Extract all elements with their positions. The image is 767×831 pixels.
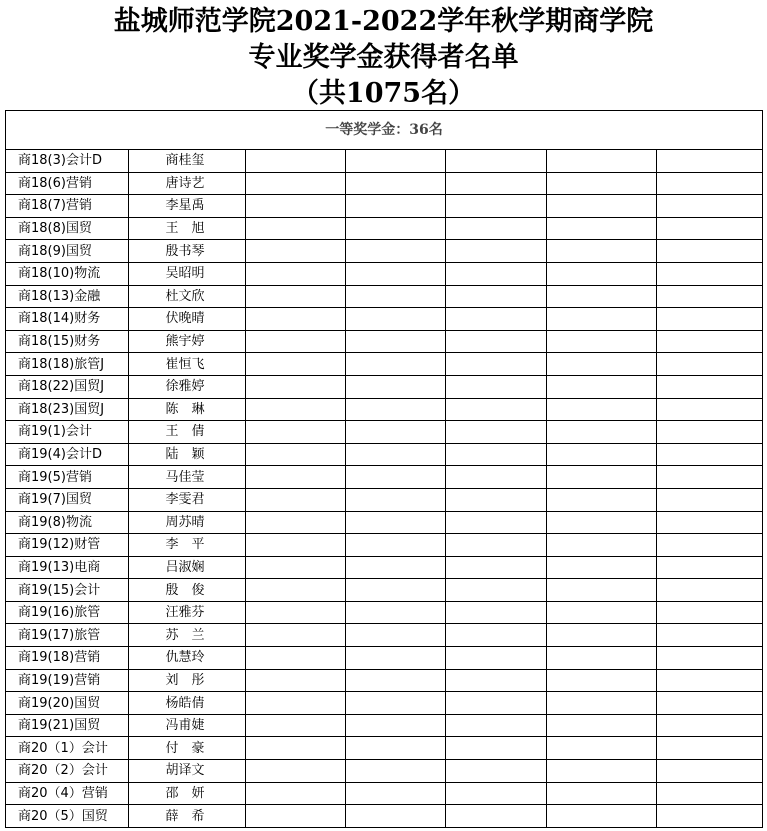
empty-cell (346, 195, 446, 218)
empty-cell (547, 511, 657, 534)
name-cell: 刘 彤 (129, 669, 246, 692)
empty-cell (657, 669, 763, 692)
empty-cell (547, 262, 657, 285)
empty-cell (657, 692, 763, 715)
empty-cell (547, 466, 657, 489)
name-cell: 伏晚晴 (129, 308, 246, 331)
class-cell: 商18(13)金融 (6, 285, 129, 308)
empty-cell (346, 601, 446, 624)
name-cell: 李雯君 (129, 488, 246, 511)
class-cell: 商20（4）营销 (6, 782, 129, 805)
class-cell: 商18(8)国贸 (6, 217, 129, 240)
section-title: 一等奖学金：36名 (6, 111, 763, 150)
empty-cell (246, 760, 346, 783)
empty-cell (657, 488, 763, 511)
table-row (6, 714, 763, 737)
empty-cell (547, 398, 657, 421)
empty-cell (446, 714, 547, 737)
empty-cell (657, 443, 763, 466)
empty-cell (547, 647, 657, 670)
class-cell: 商20（2）会计 (6, 760, 129, 783)
empty-cell (657, 217, 763, 240)
empty-cell (446, 466, 547, 489)
empty-cell (246, 692, 346, 715)
empty-cell (346, 150, 446, 173)
empty-cell (246, 421, 346, 444)
name-cell: 殷 俊 (129, 579, 246, 602)
empty-cell (547, 421, 657, 444)
table-row (6, 647, 763, 670)
empty-cell (346, 172, 446, 195)
empty-cell (346, 330, 446, 353)
name-cell: 陆 颖 (129, 443, 246, 466)
empty-cell (657, 375, 763, 398)
empty-cell (446, 692, 547, 715)
class-cell: 商19(18)营销 (6, 647, 129, 670)
empty-cell (446, 172, 547, 195)
empty-cell (657, 714, 763, 737)
table-row (6, 330, 763, 353)
name-cell: 邵 妍 (129, 782, 246, 805)
name-cell: 李 平 (129, 534, 246, 557)
empty-cell (547, 488, 657, 511)
empty-cell (346, 240, 446, 263)
empty-cell (657, 308, 763, 331)
empty-cell (547, 534, 657, 557)
empty-cell (657, 398, 763, 421)
class-cell: 商18(10)物流 (6, 262, 129, 285)
award-table (5, 110, 763, 828)
empty-cell (547, 782, 657, 805)
table-row (6, 466, 763, 489)
table-row (6, 217, 763, 240)
empty-cell (547, 737, 657, 760)
name-cell: 殷书琴 (129, 240, 246, 263)
empty-cell (446, 285, 547, 308)
empty-cell (246, 285, 346, 308)
empty-cell (547, 353, 657, 376)
empty-cell (346, 511, 446, 534)
name-cell: 胡译文 (129, 760, 246, 783)
name-cell: 薛 希 (129, 805, 246, 828)
name-cell: 吕淑娴 (129, 556, 246, 579)
class-cell: 商19(20)国贸 (6, 692, 129, 715)
empty-cell (446, 375, 547, 398)
empty-cell (246, 217, 346, 240)
empty-cell (446, 511, 547, 534)
empty-cell (547, 308, 657, 331)
table-row (6, 375, 763, 398)
empty-cell (657, 150, 763, 173)
empty-cell (657, 534, 763, 557)
empty-cell (446, 240, 547, 263)
empty-cell (657, 511, 763, 534)
class-cell: 商18(3)会计D (6, 150, 129, 173)
empty-cell (446, 398, 547, 421)
empty-cell (446, 443, 547, 466)
class-cell: 商19(16)旅管 (6, 601, 129, 624)
table-row (6, 669, 763, 692)
empty-cell (246, 172, 346, 195)
class-cell: 商18(6)营销 (6, 172, 129, 195)
empty-cell (657, 330, 763, 353)
table-row (6, 692, 763, 715)
empty-cell (346, 353, 446, 376)
class-cell: 商19(21)国贸 (6, 714, 129, 737)
name-cell: 吴昭明 (129, 262, 246, 285)
empty-cell (346, 466, 446, 489)
section-header-row (6, 111, 763, 150)
empty-cell (547, 150, 657, 173)
name-cell: 陈 琳 (129, 398, 246, 421)
name-cell: 王 旭 (129, 217, 246, 240)
empty-cell (446, 308, 547, 331)
empty-cell (446, 556, 547, 579)
class-cell: 商18(14)财务 (6, 308, 129, 331)
class-cell: 商19(5)营销 (6, 466, 129, 489)
empty-cell (547, 805, 657, 828)
empty-cell (246, 150, 346, 173)
empty-cell (547, 375, 657, 398)
table-row (6, 556, 763, 579)
empty-cell (246, 443, 346, 466)
class-cell: 商18(9)国贸 (6, 240, 129, 263)
empty-cell (246, 714, 346, 737)
empty-cell (657, 737, 763, 760)
empty-cell (446, 262, 547, 285)
table-row (6, 511, 763, 534)
name-cell: 苏 兰 (129, 624, 246, 647)
class-cell: 商19(12)财管 (6, 534, 129, 557)
empty-cell (246, 601, 346, 624)
name-cell: 王 倩 (129, 421, 246, 444)
empty-cell (657, 240, 763, 263)
empty-cell (346, 421, 446, 444)
class-cell: 商18(22)国贸J (6, 375, 129, 398)
empty-cell (547, 195, 657, 218)
empty-cell (657, 647, 763, 670)
name-cell: 马佳莹 (129, 466, 246, 489)
class-cell: 商18(18)旅管J (6, 353, 129, 376)
empty-cell (446, 624, 547, 647)
class-cell: 商19(8)物流 (6, 511, 129, 534)
table-row (6, 172, 763, 195)
name-cell: 杜文欣 (129, 285, 246, 308)
name-cell: 商桂玺 (129, 150, 246, 173)
empty-cell (547, 579, 657, 602)
empty-cell (246, 195, 346, 218)
empty-cell (246, 782, 346, 805)
empty-cell (246, 240, 346, 263)
table-row (6, 624, 763, 647)
empty-cell (246, 511, 346, 534)
name-cell: 李星禹 (129, 195, 246, 218)
empty-cell (246, 330, 346, 353)
empty-cell (446, 488, 547, 511)
empty-cell (346, 692, 446, 715)
table-row (6, 308, 763, 331)
class-cell: 商20（1）会计 (6, 737, 129, 760)
empty-cell (246, 353, 346, 376)
empty-cell (346, 308, 446, 331)
empty-cell (657, 805, 763, 828)
empty-cell (346, 782, 446, 805)
table-row (6, 398, 763, 421)
empty-cell (346, 398, 446, 421)
empty-cell (346, 669, 446, 692)
empty-cell (547, 692, 657, 715)
table-row (6, 443, 763, 466)
empty-cell (657, 172, 763, 195)
empty-cell (547, 330, 657, 353)
empty-cell (246, 534, 346, 557)
empty-cell (657, 556, 763, 579)
empty-cell (346, 624, 446, 647)
empty-cell (246, 308, 346, 331)
table-row (6, 782, 763, 805)
table-row (6, 488, 763, 511)
table-row (6, 601, 763, 624)
empty-cell (547, 172, 657, 195)
empty-cell (547, 217, 657, 240)
empty-cell (446, 782, 547, 805)
name-cell: 周苏晴 (129, 511, 246, 534)
class-cell: 商19(1)会计 (6, 421, 129, 444)
empty-cell (657, 466, 763, 489)
class-cell: 商19(4)会计D (6, 443, 129, 466)
table-row (6, 285, 763, 308)
empty-cell (657, 262, 763, 285)
empty-cell (346, 714, 446, 737)
empty-cell (446, 195, 547, 218)
empty-cell (246, 669, 346, 692)
table-row (6, 737, 763, 760)
class-cell: 商18(15)财务 (6, 330, 129, 353)
class-cell: 商19(17)旅管 (6, 624, 129, 647)
empty-cell (446, 421, 547, 444)
name-cell: 仇慧玲 (129, 647, 246, 670)
empty-cell (657, 421, 763, 444)
empty-cell (246, 556, 346, 579)
empty-cell (346, 488, 446, 511)
empty-cell (446, 647, 547, 670)
empty-cell (657, 760, 763, 783)
empty-cell (657, 353, 763, 376)
class-cell: 商20（5）国贸 (6, 805, 129, 828)
empty-cell (346, 285, 446, 308)
table-row (6, 421, 763, 444)
name-cell: 徐雅婷 (129, 375, 246, 398)
empty-cell (346, 556, 446, 579)
empty-cell (346, 760, 446, 783)
empty-cell (246, 647, 346, 670)
empty-cell (547, 669, 657, 692)
table-row (6, 195, 763, 218)
empty-cell (246, 805, 346, 828)
table-row (6, 262, 763, 285)
empty-cell (246, 737, 346, 760)
page-title-count: （共1075名） (291, 78, 476, 109)
empty-cell (346, 375, 446, 398)
empty-cell (446, 150, 547, 173)
page-title-line-1: 盐城师范学院2021-2022学年秋学期商学院 (113, 6, 654, 37)
name-cell: 熊宇婷 (129, 330, 246, 353)
table-row (6, 240, 763, 263)
class-cell: 商19(19)营销 (6, 669, 129, 692)
empty-cell (547, 760, 657, 783)
class-cell: 商18(7)营销 (6, 195, 129, 218)
empty-cell (657, 601, 763, 624)
empty-cell (346, 805, 446, 828)
empty-cell (346, 262, 446, 285)
name-cell: 杨皓倩 (129, 692, 246, 715)
name-cell: 汪雅芬 (129, 601, 246, 624)
empty-cell (547, 240, 657, 263)
table-row (6, 760, 763, 783)
empty-cell (547, 443, 657, 466)
name-cell: 冯甫婕 (129, 714, 246, 737)
class-cell: 商18(23)国贸J (6, 398, 129, 421)
name-cell: 唐诗艺 (129, 172, 246, 195)
empty-cell (346, 737, 446, 760)
empty-cell (446, 353, 547, 376)
empty-cell (446, 805, 547, 828)
empty-cell (657, 285, 763, 308)
class-cell: 商19(13)电商 (6, 556, 129, 579)
empty-cell (246, 579, 346, 602)
empty-cell (246, 398, 346, 421)
empty-cell (446, 669, 547, 692)
name-cell: 付 豪 (129, 737, 246, 760)
empty-cell (346, 217, 446, 240)
empty-cell (246, 466, 346, 489)
table-row (6, 353, 763, 376)
empty-cell (547, 624, 657, 647)
empty-cell (346, 534, 446, 557)
empty-cell (246, 375, 346, 398)
empty-cell (246, 488, 346, 511)
empty-cell (657, 624, 763, 647)
table-row (6, 534, 763, 557)
page-title-line-2: 专业奖学金获得者名单 (248, 42, 519, 73)
empty-cell (446, 534, 547, 557)
table-row (6, 805, 763, 828)
empty-cell (657, 579, 763, 602)
name-cell: 崔恒飞 (129, 353, 246, 376)
table-row (6, 150, 763, 173)
empty-cell (246, 624, 346, 647)
empty-cell (547, 601, 657, 624)
empty-cell (547, 556, 657, 579)
empty-cell (657, 195, 763, 218)
empty-cell (346, 647, 446, 670)
empty-cell (446, 579, 547, 602)
empty-cell (446, 217, 547, 240)
empty-cell (346, 579, 446, 602)
table-row (6, 579, 763, 602)
class-cell: 商19(7)国贸 (6, 488, 129, 511)
empty-cell (446, 760, 547, 783)
empty-cell (446, 737, 547, 760)
empty-cell (547, 285, 657, 308)
empty-cell (657, 782, 763, 805)
empty-cell (446, 601, 547, 624)
empty-cell (346, 443, 446, 466)
empty-cell (547, 714, 657, 737)
class-cell: 商19(15)会计 (6, 579, 129, 602)
empty-cell (246, 262, 346, 285)
empty-cell (446, 330, 547, 353)
